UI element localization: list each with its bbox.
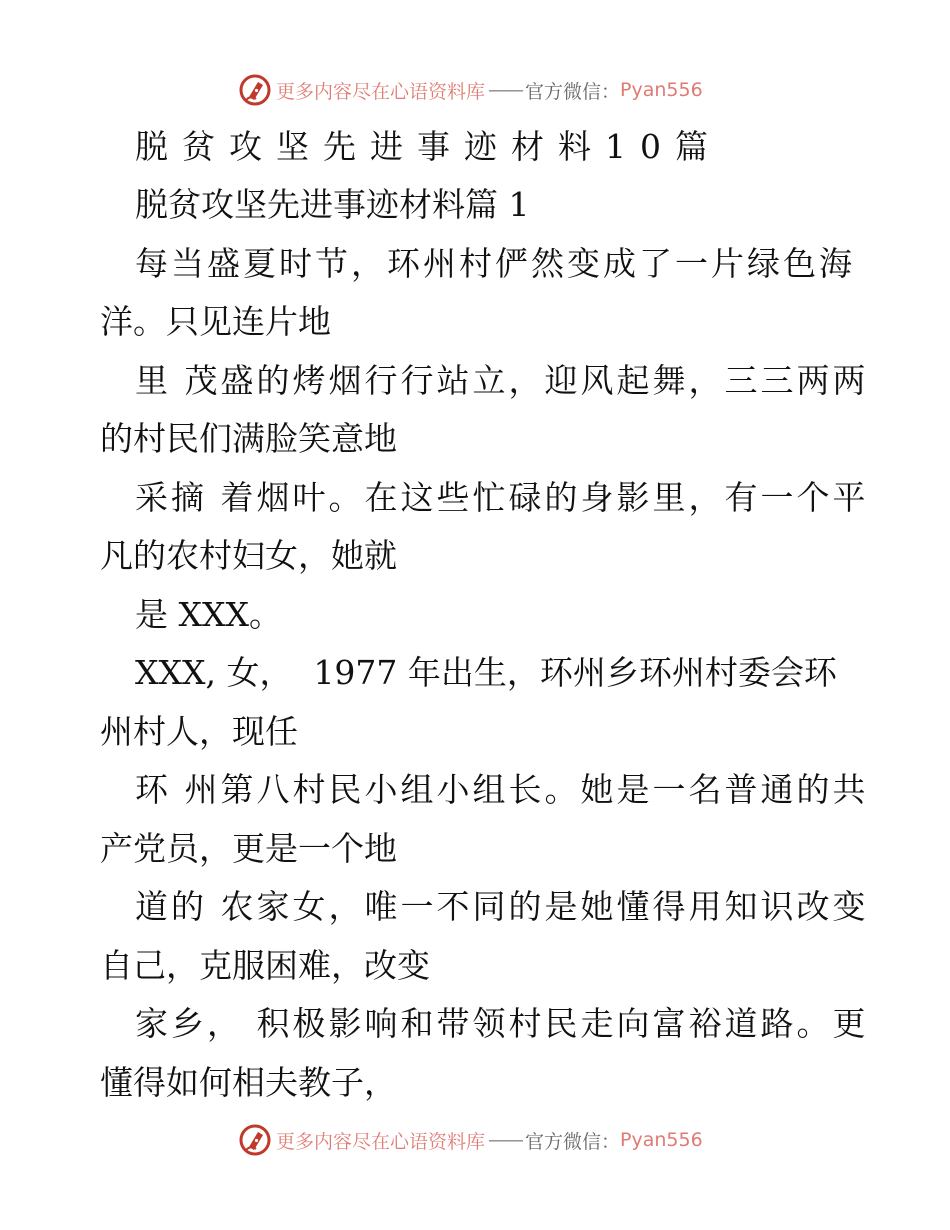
watermark-wechat-id: Pyan556 <box>620 79 703 101</box>
header-watermark <box>238 70 703 110</box>
watermark-site-text: 更多内容尽在心语资料库 <box>276 80 486 103</box>
paragraph-line: XXX, 女， 1977 年出生，环州乡环州村委会环 <box>135 653 837 692</box>
paragraph-line: 凡的农村妇女，她就 <box>100 536 397 575</box>
footer-watermark <box>238 1120 703 1160</box>
paragraph-line: 道的 农家女，唯一不同的是她懂得用知识改变 <box>135 887 869 926</box>
paragraph-line: 洋。只见连片地 <box>100 302 331 341</box>
pen-nib-logo-icon <box>238 73 272 107</box>
paragraph-line: 懂得如何相夫教子， <box>100 1063 397 1102</box>
paragraph-line: 每当盛夏时节，环州村俨然变成了一片绿色海 <box>135 244 855 283</box>
section-heading: 脱贫攻坚先进事迹材料篇 1 <box>135 185 530 224</box>
paragraph-line: 环 州第八村民小组小组长。她是一名普通的共 <box>135 770 869 809</box>
paragraph-line: 州村人，现任 <box>100 712 298 751</box>
document-title: 脱贫攻坚先进事迹材料10篇 <box>135 127 722 166</box>
watermark-official-label: 官方微信： <box>525 80 621 103</box>
watermark-dash: —— <box>488 79 523 101</box>
watermark-official-label: 官方微信： <box>525 1130 621 1153</box>
paragraph-line: 采摘 着烟叶。在这些忙碌的身影里，有一个平 <box>135 478 869 517</box>
watermark-dash: —— <box>488 1129 523 1151</box>
watermark-site-text: 更多内容尽在心语资料库 <box>276 1130 486 1153</box>
paragraph-line: 家乡， 积极影响和带领村民走向富裕道路。更 <box>135 1004 869 1043</box>
pen-nib-logo-icon <box>238 1123 272 1157</box>
paragraph-line: 自己，克服困难，改变 <box>100 946 430 985</box>
paragraph-line: 产党员，更是一个地 <box>100 829 397 868</box>
paragraph-line: 里 茂盛的烤烟行行站立，迎风起舞，三三两两 <box>135 361 869 400</box>
paragraph-line: 是 XXX。 <box>135 595 282 634</box>
watermark-wechat-id: Pyan556 <box>620 1129 703 1151</box>
paragraph-line: 的村民们满脸笑意地 <box>100 419 397 458</box>
